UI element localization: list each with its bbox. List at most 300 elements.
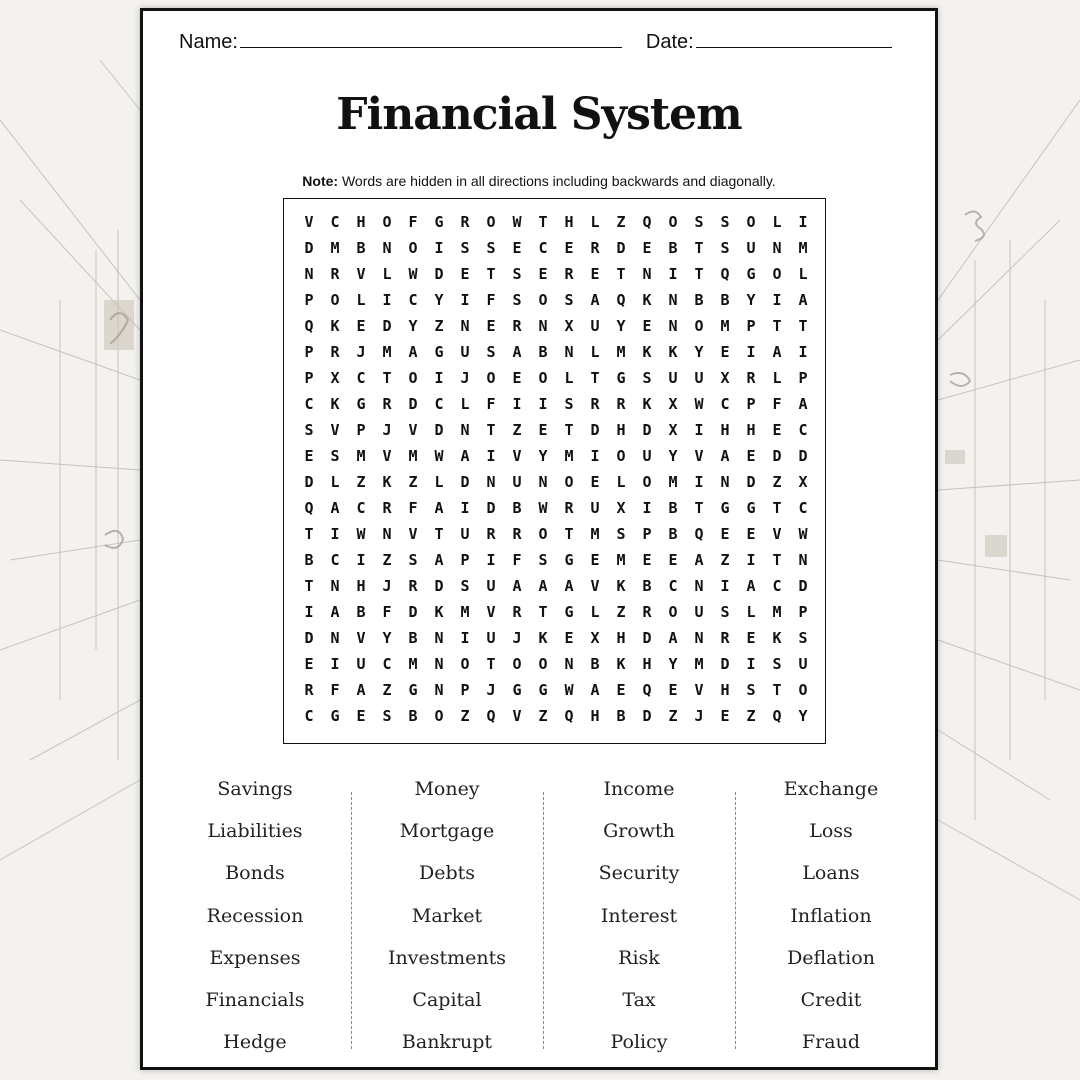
grid-cell[interactable]: J	[356, 343, 366, 361]
grid-cell[interactable]: R	[512, 317, 522, 335]
grid-cell[interactable]: H	[616, 629, 626, 647]
grid-cell[interactable]: S	[642, 369, 652, 387]
grid-cell[interactable]: I	[746, 655, 756, 673]
grid-cell[interactable]: O	[746, 213, 756, 231]
grid-cell[interactable]: U	[460, 343, 470, 361]
grid-cell[interactable]: Q	[304, 499, 314, 517]
grid-cell[interactable]: T	[772, 499, 782, 517]
grid-cell[interactable]: N	[564, 343, 574, 361]
grid-cell[interactable]: S	[746, 681, 756, 699]
grid-cell[interactable]: T	[486, 655, 496, 673]
grid-cell[interactable]: F	[330, 681, 340, 699]
grid-cell[interactable]: R	[564, 499, 574, 517]
grid-cell[interactable]: A	[668, 629, 678, 647]
grid-cell[interactable]: R	[512, 525, 522, 543]
grid-cell[interactable]: E	[720, 707, 730, 725]
grid-cell[interactable]: H	[356, 213, 366, 231]
grid-cell[interactable]: C	[798, 499, 808, 517]
grid-cell[interactable]: N	[642, 265, 652, 283]
grid-cell[interactable]: G	[434, 213, 444, 231]
grid-cell[interactable]: C	[720, 395, 730, 413]
grid-cell[interactable]: S	[720, 239, 730, 257]
grid-cell[interactable]: T	[564, 421, 574, 439]
grid-cell[interactable]: F	[772, 395, 782, 413]
grid-cell[interactable]: O	[564, 473, 574, 491]
grid-cell[interactable]: D	[304, 629, 314, 647]
grid-cell[interactable]: M	[382, 343, 392, 361]
grid-cell[interactable]: I	[772, 291, 782, 309]
grid-cell[interactable]: C	[330, 213, 340, 231]
grid-cell[interactable]: A	[512, 343, 522, 361]
grid-cell[interactable]: K	[330, 395, 340, 413]
grid-cell[interactable]: N	[330, 577, 340, 595]
grid-cell[interactable]: S	[512, 265, 522, 283]
grid-cell[interactable]: C	[304, 395, 314, 413]
grid-cell[interactable]: R	[564, 265, 574, 283]
grid-cell[interactable]: A	[590, 681, 600, 699]
grid-cell[interactable]: S	[798, 629, 808, 647]
grid-cell[interactable]: O	[538, 525, 548, 543]
grid-cell[interactable]: P	[746, 317, 756, 335]
grid-cell[interactable]: T	[434, 525, 444, 543]
grid-cell[interactable]: P	[798, 369, 808, 387]
grid-cell[interactable]: A	[434, 499, 444, 517]
grid-cell[interactable]: E	[356, 317, 366, 335]
grid-cell[interactable]: O	[460, 655, 470, 673]
grid-cell[interactable]: S	[460, 577, 470, 595]
grid-cell[interactable]: D	[382, 317, 392, 335]
grid-cell[interactable]: R	[330, 265, 340, 283]
grid-cell[interactable]: T	[590, 369, 600, 387]
grid-cell[interactable]: E	[538, 265, 548, 283]
grid-cell[interactable]: N	[538, 317, 548, 335]
grid-cell[interactable]: R	[382, 395, 392, 413]
grid-cell[interactable]: D	[798, 447, 808, 465]
grid-cell[interactable]: T	[616, 265, 626, 283]
grid-cell[interactable]: D	[434, 577, 444, 595]
grid-cell[interactable]: Q	[616, 291, 626, 309]
grid-cell[interactable]: Y	[668, 447, 678, 465]
grid-cell[interactable]: B	[408, 707, 418, 725]
grid-cell[interactable]: O	[382, 213, 392, 231]
grid-cell[interactable]: V	[408, 421, 418, 439]
grid-cell[interactable]: P	[304, 369, 314, 387]
grid-cell[interactable]: J	[382, 421, 392, 439]
grid-cell[interactable]: U	[356, 655, 366, 673]
grid-cell[interactable]: C	[356, 369, 366, 387]
grid-cell[interactable]: R	[590, 239, 600, 257]
grid-cell[interactable]: C	[408, 291, 418, 309]
grid-cell[interactable]: T	[694, 499, 704, 517]
grid-cell[interactable]: I	[434, 239, 444, 257]
grid-cell[interactable]: O	[616, 447, 626, 465]
grid-cell[interactable]: V	[512, 447, 522, 465]
grid-cell[interactable]: G	[330, 707, 340, 725]
grid-cell[interactable]: U	[798, 655, 808, 673]
grid-cell[interactable]: V	[356, 629, 366, 647]
grid-cell[interactable]: L	[798, 265, 808, 283]
grid-cell[interactable]: A	[746, 577, 756, 595]
grid-cell[interactable]: N	[434, 629, 444, 647]
grid-cell[interactable]: E	[538, 421, 548, 439]
grid-cell[interactable]: O	[642, 473, 652, 491]
grid-cell[interactable]: P	[642, 525, 652, 543]
grid-cell[interactable]: A	[694, 551, 704, 569]
grid-cell[interactable]: R	[330, 343, 340, 361]
grid-cell[interactable]: M	[616, 343, 626, 361]
grid-cell[interactable]: I	[330, 525, 340, 543]
grid-cell[interactable]: M	[798, 239, 808, 257]
grid-cell[interactable]: K	[616, 655, 626, 673]
grid-cell[interactable]: E	[772, 421, 782, 439]
grid-cell[interactable]: G	[408, 681, 418, 699]
grid-cell[interactable]: P	[460, 551, 470, 569]
grid-cell[interactable]: H	[356, 577, 366, 595]
grid-cell[interactable]: U	[746, 239, 756, 257]
grid-cell[interactable]: Q	[720, 265, 730, 283]
grid-cell[interactable]: R	[408, 577, 418, 595]
grid-cell[interactable]: D	[642, 421, 652, 439]
grid-cell[interactable]: O	[408, 369, 418, 387]
grid-cell[interactable]: D	[746, 473, 756, 491]
grid-cell[interactable]: I	[382, 291, 392, 309]
grid-cell[interactable]: D	[642, 707, 652, 725]
grid-cell[interactable]: N	[460, 317, 470, 335]
grid-cell[interactable]: F	[408, 213, 418, 231]
grid-cell[interactable]: Z	[356, 473, 366, 491]
grid-cell[interactable]: N	[538, 473, 548, 491]
grid-cell[interactable]: L	[746, 603, 756, 621]
grid-cell[interactable]: T	[772, 551, 782, 569]
grid-cell[interactable]: T	[486, 421, 496, 439]
grid-cell[interactable]: C	[356, 499, 366, 517]
grid-cell[interactable]: U	[590, 499, 600, 517]
grid-cell[interactable]: J	[460, 369, 470, 387]
grid-cell[interactable]: B	[590, 655, 600, 673]
grid-cell[interactable]: C	[772, 577, 782, 595]
grid-cell[interactable]: Y	[746, 291, 756, 309]
grid-cell[interactable]: S	[304, 421, 314, 439]
grid-cell[interactable]: W	[408, 265, 418, 283]
grid-cell[interactable]: I	[304, 603, 314, 621]
grid-cell[interactable]: B	[720, 291, 730, 309]
grid-cell[interactable]: E	[304, 447, 314, 465]
grid-cell[interactable]: S	[538, 551, 548, 569]
grid-cell[interactable]: Q	[304, 317, 314, 335]
grid-cell[interactable]: C	[382, 655, 392, 673]
grid-cell[interactable]: W	[356, 525, 366, 543]
grid-cell[interactable]: S	[564, 395, 574, 413]
grid-cell[interactable]: V	[512, 707, 522, 725]
grid-cell[interactable]: V	[356, 265, 366, 283]
grid-cell[interactable]: E	[486, 317, 496, 335]
grid-cell[interactable]: R	[460, 213, 470, 231]
grid-cell[interactable]: W	[694, 395, 704, 413]
grid-cell[interactable]: K	[616, 577, 626, 595]
grid-cell[interactable]: E	[590, 473, 600, 491]
grid-cell[interactable]: U	[694, 369, 704, 387]
grid-cell[interactable]: R	[720, 629, 730, 647]
grid-cell[interactable]: Z	[512, 421, 522, 439]
grid-cell[interactable]: B	[512, 499, 522, 517]
grid-cell[interactable]: M	[408, 447, 418, 465]
grid-cell[interactable]: X	[798, 473, 808, 491]
grid-cell[interactable]: D	[616, 239, 626, 257]
grid-cell[interactable]: L	[590, 213, 600, 231]
grid-cell[interactable]: S	[564, 291, 574, 309]
grid-cell[interactable]: B	[356, 603, 366, 621]
grid-cell[interactable]: N	[460, 421, 470, 439]
grid-cell[interactable]: M	[408, 655, 418, 673]
grid-cell[interactable]: I	[434, 369, 444, 387]
grid-cell[interactable]: S	[772, 655, 782, 673]
grid-cell[interactable]: E	[356, 707, 366, 725]
grid-cell[interactable]: O	[538, 291, 548, 309]
grid-cell[interactable]: U	[694, 603, 704, 621]
grid-cell[interactable]: M	[668, 473, 678, 491]
grid-cell[interactable]: I	[668, 265, 678, 283]
grid-cell[interactable]: H	[564, 213, 574, 231]
grid-cell[interactable]: Q	[642, 681, 652, 699]
grid-cell[interactable]: V	[382, 447, 392, 465]
grid-cell[interactable]: R	[382, 499, 392, 517]
grid-cell[interactable]: O	[538, 655, 548, 673]
grid-cell[interactable]: U	[460, 525, 470, 543]
grid-cell[interactable]: O	[668, 213, 678, 231]
grid-cell[interactable]: U	[590, 317, 600, 335]
grid-cell[interactable]: I	[798, 343, 808, 361]
grid-cell[interactable]: C	[304, 707, 314, 725]
grid-cell[interactable]: S	[382, 707, 392, 725]
grid-cell[interactable]: C	[668, 577, 678, 595]
grid-cell[interactable]: N	[382, 525, 392, 543]
grid-cell[interactable]: R	[486, 525, 496, 543]
grid-cell[interactable]: A	[434, 551, 444, 569]
grid-cell[interactable]: O	[694, 317, 704, 335]
grid-cell[interactable]: U	[486, 577, 496, 595]
grid-cell[interactable]: O	[434, 707, 444, 725]
grid-cell[interactable]: I	[486, 551, 496, 569]
grid-cell[interactable]: Z	[616, 603, 626, 621]
grid-cell[interactable]: T	[564, 525, 574, 543]
grid-cell[interactable]: I	[694, 473, 704, 491]
grid-cell[interactable]: R	[512, 603, 522, 621]
grid-cell[interactable]: L	[382, 265, 392, 283]
grid-cell[interactable]: Z	[720, 551, 730, 569]
grid-cell[interactable]: X	[330, 369, 340, 387]
grid-cell[interactable]: A	[460, 447, 470, 465]
grid-cell[interactable]: O	[512, 655, 522, 673]
grid-cell[interactable]: V	[330, 421, 340, 439]
grid-cell[interactable]: G	[720, 499, 730, 517]
grid-cell[interactable]: I	[746, 343, 756, 361]
grid-cell[interactable]: X	[590, 629, 600, 647]
grid-cell[interactable]: A	[720, 447, 730, 465]
grid-cell[interactable]: B	[356, 239, 366, 257]
grid-cell[interactable]: L	[460, 395, 470, 413]
date-line[interactable]	[696, 29, 892, 48]
grid-cell[interactable]: R	[746, 369, 756, 387]
grid-cell[interactable]: S	[616, 525, 626, 543]
grid-cell[interactable]: I	[538, 395, 548, 413]
grid-cell[interactable]: N	[772, 239, 782, 257]
grid-cell[interactable]: L	[772, 369, 782, 387]
grid-cell[interactable]: I	[642, 499, 652, 517]
grid-cell[interactable]: E	[304, 655, 314, 673]
grid-cell[interactable]: D	[304, 473, 314, 491]
grid-cell[interactable]: V	[694, 681, 704, 699]
grid-cell[interactable]: R	[590, 395, 600, 413]
grid-cell[interactable]: A	[772, 343, 782, 361]
grid-cell[interactable]: M	[330, 239, 340, 257]
grid-cell[interactable]: N	[668, 291, 678, 309]
grid-cell[interactable]: A	[512, 577, 522, 595]
grid-cell[interactable]: Y	[538, 447, 548, 465]
grid-cell[interactable]: W	[434, 447, 444, 465]
grid-cell[interactable]: B	[408, 629, 418, 647]
grid-cell[interactable]: D	[798, 577, 808, 595]
grid-cell[interactable]: R	[616, 395, 626, 413]
grid-cell[interactable]: G	[746, 265, 756, 283]
grid-cell[interactable]: F	[486, 395, 496, 413]
grid-cell[interactable]: O	[772, 265, 782, 283]
grid-cell[interactable]: Q	[642, 213, 652, 231]
grid-cell[interactable]: I	[746, 551, 756, 569]
grid-cell[interactable]: X	[668, 421, 678, 439]
grid-cell[interactable]: M	[460, 603, 470, 621]
grid-cell[interactable]: L	[772, 213, 782, 231]
grid-cell[interactable]: B	[668, 239, 678, 257]
grid-cell[interactable]: X	[564, 317, 574, 335]
grid-cell[interactable]: A	[408, 343, 418, 361]
grid-cell[interactable]: Z	[772, 473, 782, 491]
grid-cell[interactable]: Y	[382, 629, 392, 647]
grid-cell[interactable]: I	[460, 629, 470, 647]
grid-cell[interactable]: K	[642, 291, 652, 309]
grid-cell[interactable]: F	[512, 551, 522, 569]
grid-cell[interactable]: Y	[408, 317, 418, 335]
grid-cell[interactable]: S	[408, 551, 418, 569]
grid-cell[interactable]: L	[356, 291, 366, 309]
grid-cell[interactable]: I	[798, 213, 808, 231]
grid-cell[interactable]: A	[798, 291, 808, 309]
grid-cell[interactable]: D	[434, 421, 444, 439]
grid-cell[interactable]: E	[720, 343, 730, 361]
grid-cell[interactable]: K	[330, 317, 340, 335]
grid-cell[interactable]: N	[304, 265, 314, 283]
grid-cell[interactable]: V	[486, 603, 496, 621]
grid-cell[interactable]: D	[408, 395, 418, 413]
grid-cell[interactable]: F	[408, 499, 418, 517]
grid-cell[interactable]: E	[616, 681, 626, 699]
grid-cell[interactable]: A	[798, 395, 808, 413]
grid-cell[interactable]: N	[564, 655, 574, 673]
grid-cell[interactable]: J	[694, 707, 704, 725]
grid-cell[interactable]: L	[564, 369, 574, 387]
grid-cell[interactable]: K	[642, 343, 652, 361]
grid-cell[interactable]: U	[642, 447, 652, 465]
grid-cell[interactable]: E	[590, 551, 600, 569]
grid-cell[interactable]: C	[798, 421, 808, 439]
grid-cell[interactable]: M	[720, 317, 730, 335]
grid-cell[interactable]: H	[590, 707, 600, 725]
grid-cell[interactable]: L	[330, 473, 340, 491]
grid-cell[interactable]: S	[486, 239, 496, 257]
grid-cell[interactable]: D	[408, 603, 418, 621]
grid-cell[interactable]: G	[356, 395, 366, 413]
grid-cell[interactable]: Z	[434, 317, 444, 335]
grid-cell[interactable]: N	[434, 655, 444, 673]
grid-cell[interactable]: I	[694, 421, 704, 439]
grid-cell[interactable]: H	[642, 655, 652, 673]
grid-cell[interactable]: D	[772, 447, 782, 465]
grid-cell[interactable]: T	[772, 317, 782, 335]
grid-cell[interactable]: S	[720, 603, 730, 621]
grid-cell[interactable]: P	[304, 291, 314, 309]
grid-cell[interactable]: V	[590, 577, 600, 595]
grid-cell[interactable]: I	[460, 499, 470, 517]
grid-cell[interactable]: S	[720, 213, 730, 231]
grid-cell[interactable]: E	[590, 265, 600, 283]
grid-cell[interactable]: N	[720, 473, 730, 491]
grid-cell[interactable]: J	[512, 629, 522, 647]
grid-cell[interactable]: E	[746, 629, 756, 647]
grid-cell[interactable]: Z	[616, 213, 626, 231]
grid-cell[interactable]: B	[642, 577, 652, 595]
grid-cell[interactable]: U	[668, 369, 678, 387]
grid-cell[interactable]: N	[330, 629, 340, 647]
grid-cell[interactable]: K	[642, 395, 652, 413]
grid-cell[interactable]: B	[538, 343, 548, 361]
grid-cell[interactable]: X	[616, 499, 626, 517]
grid-cell[interactable]: E	[668, 551, 678, 569]
grid-cell[interactable]: G	[512, 681, 522, 699]
grid-cell[interactable]: H	[746, 421, 756, 439]
grid-cell[interactable]: J	[486, 681, 496, 699]
grid-cell[interactable]: R	[642, 603, 652, 621]
grid-cell[interactable]: K	[772, 629, 782, 647]
grid-cell[interactable]: G	[616, 369, 626, 387]
grid-cell[interactable]: B	[694, 291, 704, 309]
grid-cell[interactable]: V	[772, 525, 782, 543]
grid-cell[interactable]: O	[486, 213, 496, 231]
grid-cell[interactable]: Y	[434, 291, 444, 309]
grid-cell[interactable]: E	[512, 239, 522, 257]
grid-cell[interactable]: D	[486, 499, 496, 517]
grid-cell[interactable]: T	[382, 369, 392, 387]
grid-cell[interactable]: T	[694, 265, 704, 283]
grid-cell[interactable]: H	[720, 681, 730, 699]
grid-cell[interactable]: T	[694, 239, 704, 257]
grid-cell[interactable]: E	[564, 629, 574, 647]
grid-cell[interactable]: I	[590, 447, 600, 465]
grid-cell[interactable]: Z	[460, 707, 470, 725]
grid-cell[interactable]: D	[460, 473, 470, 491]
grid-cell[interactable]: L	[434, 473, 444, 491]
grid-cell[interactable]: T	[538, 603, 548, 621]
grid-cell[interactable]: Z	[668, 707, 678, 725]
grid-cell[interactable]: Z	[382, 551, 392, 569]
grid-cell[interactable]: M	[772, 603, 782, 621]
grid-cell[interactable]: S	[330, 447, 340, 465]
grid-cell[interactable]: G	[746, 499, 756, 517]
grid-cell[interactable]: Z	[382, 681, 392, 699]
grid-cell[interactable]: B	[616, 707, 626, 725]
grid-cell[interactable]: K	[434, 603, 444, 621]
grid-cell[interactable]: Y	[616, 317, 626, 335]
grid-cell[interactable]: C	[330, 551, 340, 569]
grid-cell[interactable]: I	[486, 447, 496, 465]
